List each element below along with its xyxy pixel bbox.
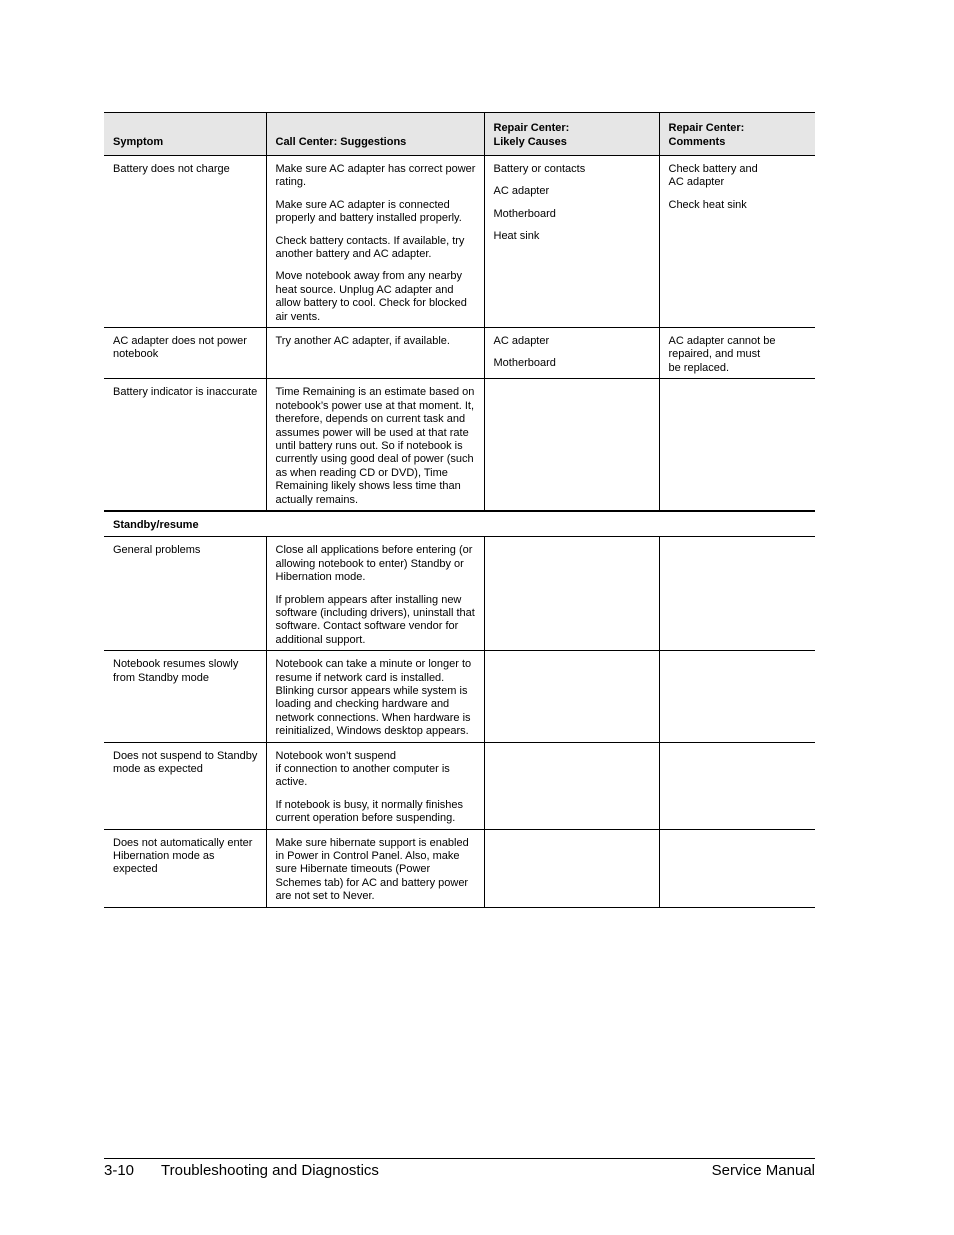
cause-paragraph: AC adapter <box>493 335 550 348</box>
table-header-row <box>104 113 815 156</box>
suggestions-cell <box>266 742 484 829</box>
causes-cell <box>484 379 659 511</box>
causes-cell <box>484 651 659 742</box>
table-row <box>104 156 815 328</box>
suggestion-paragraph: Check battery contacts. If available, try another battery and AC adapter. <box>275 234 465 261</box>
suggestions-cell <box>266 379 484 511</box>
suggestion-paragraph: Notebook won’t suspend if connection to another computer is active. <box>275 749 450 789</box>
causes-cell <box>484 156 659 328</box>
page-number: 3-10 <box>104 1162 135 1179</box>
symptom-cell: Does not suspend to Standby mode as expected <box>104 742 266 829</box>
suggestion-paragraph: Make sure hibernate support is enabled in Power in Control Panel. Also, make sure Hibernate timeouts (Power Schemes tab) for AC and battery power are not set to Never. <box>275 836 469 903</box>
suggestion-paragraph: Close all applications before entering (or allowing notebook to enter) Standby or Hibernation mode. <box>275 544 473 584</box>
causes-cell <box>484 537 659 651</box>
suggestions-cell <box>266 537 484 651</box>
suggestion-paragraph: Time Remaining is an estimate based on notebook’s power use at that moment. It, therefore, depends on current task and assumes power will be used at that rate until battery runs out. So if notebook is currently using good deal of power (such as when reading CD or DVD), Time Remaining likely shows less time than actually remains. <box>275 386 475 506</box>
comments-cell <box>659 537 815 651</box>
comments-cell <box>659 742 815 829</box>
causes-cell <box>484 829 659 907</box>
section-table-body <box>104 537 815 907</box>
comment-paragraph: AC adapter cannot be repaired, and must be replaced. <box>668 335 776 374</box>
comments-cell <box>659 829 815 907</box>
table-row <box>104 328 815 379</box>
comment-paragraph: Check battery and AC adapter <box>668 163 758 189</box>
symptom-cell: Battery does not charge <box>104 156 266 328</box>
header-comments: Repair Center: Comments <box>659 113 815 156</box>
cause-paragraph: Motherboard <box>493 207 556 220</box>
comments-cell <box>659 328 815 379</box>
header-likely-causes: Repair Center: Likely Causes <box>484 113 659 156</box>
table-row <box>104 742 815 829</box>
suggestion-paragraph: Make sure AC adapter is connected properly and battery installed properly. <box>275 198 462 225</box>
table-body <box>104 156 815 511</box>
suggestions-cell <box>266 156 484 328</box>
suggestion-paragraph: Try another AC adapter, if available. <box>275 335 450 348</box>
suggestion-paragraph: Move notebook away from any nearby heat source. Unplug AC adapter and allow battery to cool. Check for blocked air vents. <box>275 270 467 323</box>
section-title: Standby/resume <box>104 511 815 537</box>
header-symptom: Symptom <box>104 113 266 156</box>
header-call-center-suggestions: Call Center: Suggestions <box>266 113 484 156</box>
suggestion-paragraph: Notebook can take a minute or longer to resume if network card is installed. Blinking cursor appears while system is loading and checking hardware and network connections. When hardware is reinitialized, Windows desktop appears. <box>275 658 472 738</box>
cause-paragraph: Battery or contacts <box>493 163 586 175</box>
symptom-cell: General problems <box>104 537 266 651</box>
symptom-cell: Notebook resumes slowly from Standby mode <box>104 651 266 742</box>
suggestion-paragraph: Make sure AC adapter has correct power rating. <box>275 163 476 189</box>
cause-paragraph: Heat sink <box>493 230 540 243</box>
page-footer <box>104 1158 815 1180</box>
comments-cell <box>659 156 815 328</box>
suggestion-paragraph: If notebook is busy, it normally finishes current operation before suspending. <box>275 798 463 825</box>
cause-paragraph: AC adapter <box>493 185 550 198</box>
suggestions-cell <box>266 829 484 907</box>
chapter-title: Troubleshooting and Diagnostics <box>161 1162 379 1179</box>
suggestion-paragraph: If problem appears after installing new software (including drivers), uninstall that software. Contact software vendor for additional support. <box>275 593 475 646</box>
manual-title: Service Manual <box>711 1162 815 1179</box>
causes-cell <box>484 742 659 829</box>
comments-cell <box>659 651 815 742</box>
suggestions-cell <box>266 328 484 379</box>
comment-paragraph: Check heat sink <box>668 198 747 211</box>
table-row <box>104 829 815 907</box>
comments-cell <box>659 379 815 511</box>
symptom-cell: Does not automatically enter Hibernation mode as expected <box>104 829 266 907</box>
causes-cell <box>484 328 659 379</box>
cause-paragraph: Motherboard <box>493 357 556 370</box>
table-row <box>104 379 815 511</box>
troubleshooting-table <box>104 112 815 908</box>
table-row <box>104 537 815 651</box>
symptom-cell: AC adapter does not power notebook <box>104 328 266 379</box>
table-row <box>104 651 815 742</box>
section-header-row <box>104 511 815 537</box>
suggestions-cell <box>266 651 484 742</box>
symptom-cell: Battery indicator is inaccurate <box>104 379 266 511</box>
